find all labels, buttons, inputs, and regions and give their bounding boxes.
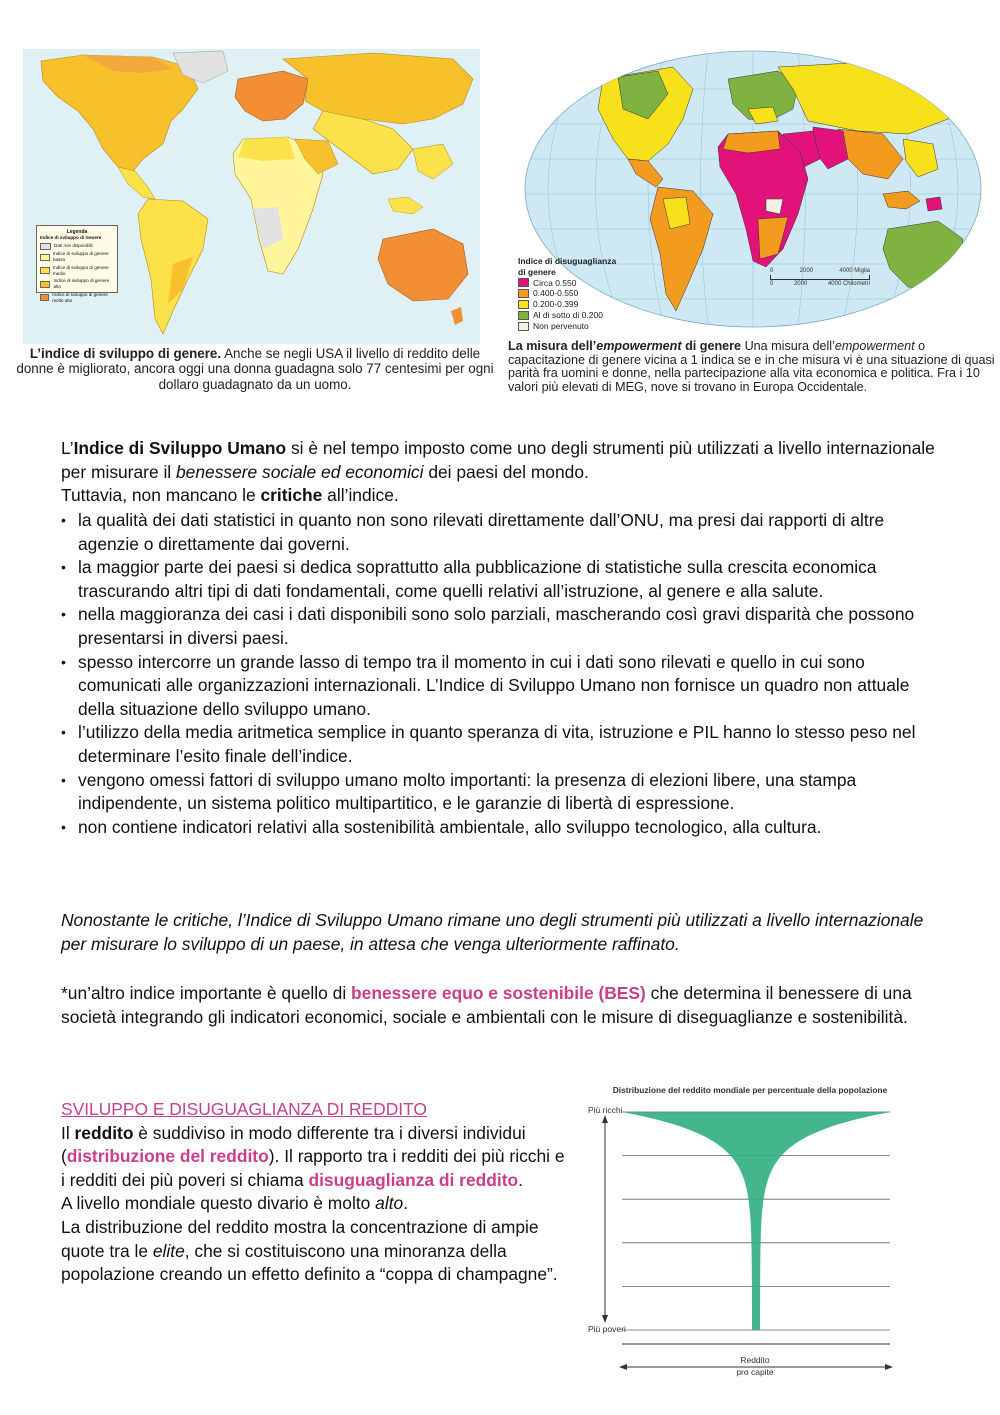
intro-paragraph bbox=[61, 437, 941, 508]
gii-legend-swatch bbox=[518, 278, 529, 287]
gdi-legend-swatch bbox=[40, 243, 51, 250]
figure1-caption-text: Anche se negli USA il livello di reddito delle donne è migliorato, ancora oggi una donna guadagna solo 77 centesimi per ogni dollaro guadagnato da un uomo. bbox=[16, 346, 494, 392]
intro-text-4: Tuttavia, non mancano le bbox=[61, 485, 261, 506]
gii-legend-item bbox=[518, 310, 616, 321]
section-body bbox=[61, 1122, 566, 1287]
gii-legend-label: Non pervenuto bbox=[533, 320, 589, 331]
section-text-3: ). Il rapporto tra i redditi dei più ricchi e i redditi dei più poveri si chiama bbox=[61, 1146, 565, 1190]
gdi-legend-item bbox=[40, 292, 114, 304]
figure1-caption-bold: L’indice di sviluppo di genere. bbox=[29, 346, 222, 361]
bes-text-1: *un’altro indice importante è quello di bbox=[61, 983, 352, 1003]
scale-miles bbox=[770, 268, 870, 274]
map-scale bbox=[770, 268, 870, 287]
intro-hsi-term: Indice di Sviluppo Umano bbox=[73, 438, 287, 458]
gdi-legend-swatch bbox=[40, 267, 50, 274]
figure2-caption-text-2: o capacitazione di genere vicina a 1 indica se e in che misura vi è una situazione di quasi parità fra uomini e donne, nella partecipazione alla vita economica e politica. Fra i 10 valori più elevati di MEG, nove si trovano in Europa Occidentale. bbox=[508, 339, 995, 394]
section-text-7: La distribuzione del reddito mostra la concentrazione di ampie quote tra le bbox=[61, 1216, 539, 1261]
gii-legend-item bbox=[518, 278, 616, 289]
section-text-5: A livello mondiale questo divario è molto bbox=[61, 1193, 376, 1214]
figure2-caption-bold-italic: empowerment bbox=[596, 339, 682, 353]
gii-legend-label: Al di sotto di 0.200 bbox=[533, 309, 603, 320]
gii-legend-label: Circa 0.550 bbox=[533, 277, 577, 288]
bes-highlight: benessere equo e sostenibile (BES) bbox=[351, 983, 646, 1003]
scale-bar bbox=[770, 275, 870, 280]
gdi-legend-item bbox=[40, 278, 114, 290]
section-text-8: , che si costituiscono una minoranza della popolazione creando un effetto definito a “coppa di champagne”. bbox=[61, 1240, 558, 1285]
list-item: • la qualità dei dati statistici in quanto non sono rilevati direttamente dall’ONU, ma presi dai rapporti di altre agenzie o direttamente dai governi. bbox=[61, 509, 941, 556]
section-text-2: è suddiviso in modo differente tra i diversi individui ( bbox=[61, 1122, 526, 1167]
gii-legend-swatch bbox=[518, 300, 529, 309]
gii-legend-swatch bbox=[518, 289, 529, 298]
gii-legend-items bbox=[518, 278, 616, 332]
scale-km-0: 0 bbox=[770, 281, 774, 287]
scale-miles-0: 0 bbox=[770, 268, 774, 274]
intro-italic: benessere sociale ed economici bbox=[176, 461, 424, 482]
gdi-legend-label: Dati non disponibili bbox=[54, 243, 93, 248]
intro-text-3: dei paesi del mondo. bbox=[423, 461, 589, 482]
label-poorest: Più poveri bbox=[588, 1324, 626, 1334]
figure2-caption-text-1: Una misura dell’ bbox=[741, 339, 835, 353]
gdi-legend-label: Indice di sviluppo di genere medio bbox=[52, 264, 109, 276]
figure2-caption bbox=[508, 340, 996, 394]
figure1-caption bbox=[10, 346, 500, 392]
gdi-legend-label: Indice di sviluppo di genere basso bbox=[52, 251, 109, 262]
gii-legend-swatch bbox=[518, 322, 529, 331]
intro-critiche: critiche bbox=[260, 485, 323, 506]
gdi-legend bbox=[36, 225, 118, 303]
conclusion-paragraph: Nonostante le critiche, l’Indice di Sviluppo Umano rimane uno degli strumenti più utilizzati a livello internazionale per misurare lo sviluppo di un paese, in attesa che venga ulteriormente raffinato. bbox=[61, 910, 924, 954]
x-label-1: Reddito bbox=[740, 1355, 770, 1365]
scale-km-4000: 4000 Chilometri bbox=[827, 281, 870, 287]
gdi-legend-item bbox=[40, 251, 114, 263]
gdi-legend-items bbox=[40, 243, 114, 304]
section-text-4: . bbox=[518, 1169, 523, 1190]
section-reddito: reddito bbox=[74, 1122, 134, 1143]
section-disuguaglianza: disuguaglianza di reddito bbox=[308, 1169, 519, 1190]
chart-title: Distribuzione del reddito mondiale per percentuale della popolazione bbox=[612, 1085, 888, 1095]
intro-text-1: L’ bbox=[61, 438, 74, 458]
gdi-legend-swatch bbox=[40, 294, 49, 301]
label-richest: Più ricchi bbox=[588, 1105, 623, 1115]
gdi-legend-title: Legenda bbox=[66, 229, 88, 235]
section-text-1: Il bbox=[61, 1122, 75, 1143]
income-section bbox=[61, 1098, 566, 1287]
gii-legend-item bbox=[518, 321, 616, 332]
income-distribution-chart bbox=[580, 1080, 920, 1390]
gdi-legend-label: Indice di sviluppo di genere alto bbox=[53, 278, 110, 289]
intro-text-5: all’indice. bbox=[322, 485, 399, 506]
section-text-6: . bbox=[403, 1193, 409, 1214]
scale-km-2000: 2000 bbox=[793, 281, 808, 287]
champagne-glass-area bbox=[622, 1112, 890, 1330]
list-item: • spesso intercorre un grande lasso di tempo tra il momento in cui i dati sono rilevati e quello in cui sono comunicati alle organizzazioni internazionali. L’Indice di Sviluppo Umano non fornisce un quadro non attuale della situazione dello sviluppo umano. bbox=[61, 651, 941, 722]
x-arrow-left bbox=[619, 1364, 627, 1370]
gdi-legend-item bbox=[40, 265, 114, 277]
gii-legend-item bbox=[518, 299, 616, 310]
gdi-legend-swatch bbox=[40, 281, 50, 288]
gii-legend bbox=[518, 256, 616, 332]
scale-miles-4000: 4000 Miglia bbox=[839, 268, 870, 274]
gii-legend-label: 0.200-0.399 bbox=[533, 299, 579, 310]
section-elite: elite bbox=[152, 1240, 185, 1261]
gdi-legend-label: Indice di sviluppo di genere molto alto bbox=[52, 291, 108, 303]
figure2-caption-bold-1: La misura dell’ bbox=[508, 339, 597, 353]
x-label-2: pro capite bbox=[736, 1367, 774, 1377]
critiques-list bbox=[61, 509, 941, 839]
section-distribuzione: distribuzione del reddito bbox=[66, 1146, 269, 1167]
champagne-glass-svg bbox=[580, 1080, 920, 1390]
gii-legend-title-1: Indice di disuguaglianza bbox=[518, 256, 617, 266]
gdi-legend-subtitle: Indice di sviluppo di Genere bbox=[40, 235, 102, 240]
scale-km bbox=[770, 281, 870, 287]
gdi-legend-item bbox=[40, 243, 114, 250]
scale-miles-2000: 2000 bbox=[799, 268, 813, 274]
gii-legend-label: 0.400-0.550 bbox=[533, 288, 579, 299]
list-item: • la maggior parte dei paesi si dedica soprattutto alla pubblicazione di statistiche sulla crescita economica trascurando altri tipi di dati fondamentali, come quelli relativi all’istruzione, al genere e alla salute. bbox=[61, 556, 941, 603]
list-item: • non contiene indicatori relativi alla sostenibilità ambientale, allo sviluppo tecnologico, alla cultura. bbox=[61, 816, 941, 840]
list-item: • nella maggioranza dei casi i dati disponibili sono solo parziali, mascherando così gravi disparità che possono presentarsi in diversi paesi. bbox=[61, 603, 941, 650]
gii-legend-item bbox=[518, 288, 616, 299]
gii-legend-title-2: di genere bbox=[518, 266, 556, 277]
y-arrow-up bbox=[602, 1115, 608, 1123]
gdi-legend-swatch bbox=[40, 254, 50, 261]
list-item: • vengono omessi fattori di sviluppo umano molto importanti: la presenza di elezioni libere, una stampa indipendente, un sistema politico multipartitico, e le garanzie di libertà di espressione. bbox=[61, 769, 941, 816]
bes-text-2: che determina il benessere di una società integrando gli indicatori economici, sociale e ambientali con le misure di diseguaglianze e sostenibilità. bbox=[61, 983, 912, 1027]
bes-paragraph bbox=[61, 982, 941, 1029]
list-item: • l’utilizzo della media aritmetica semplice in quanto speranza di vita, istruzione e PIL hanno lo stesso peso nel determinare l’esito finale dell’indice. bbox=[61, 721, 941, 768]
y-arrow-down bbox=[602, 1315, 608, 1323]
figure2-caption-italic: empowerment bbox=[834, 339, 915, 353]
x-arrow-right bbox=[885, 1364, 893, 1370]
gii-legend-swatch bbox=[518, 311, 529, 320]
intro-text-2: si è nel tempo imposto come uno degli strumenti più utilizzati a livello internazionale per misurare il bbox=[61, 438, 935, 482]
section-alto: alto bbox=[375, 1193, 404, 1214]
section-title: SVILUPPO E DISUGUAGLIANZA DI REDDITO bbox=[61, 1099, 427, 1119]
figure2-caption-bold-2: di genere bbox=[681, 339, 742, 353]
